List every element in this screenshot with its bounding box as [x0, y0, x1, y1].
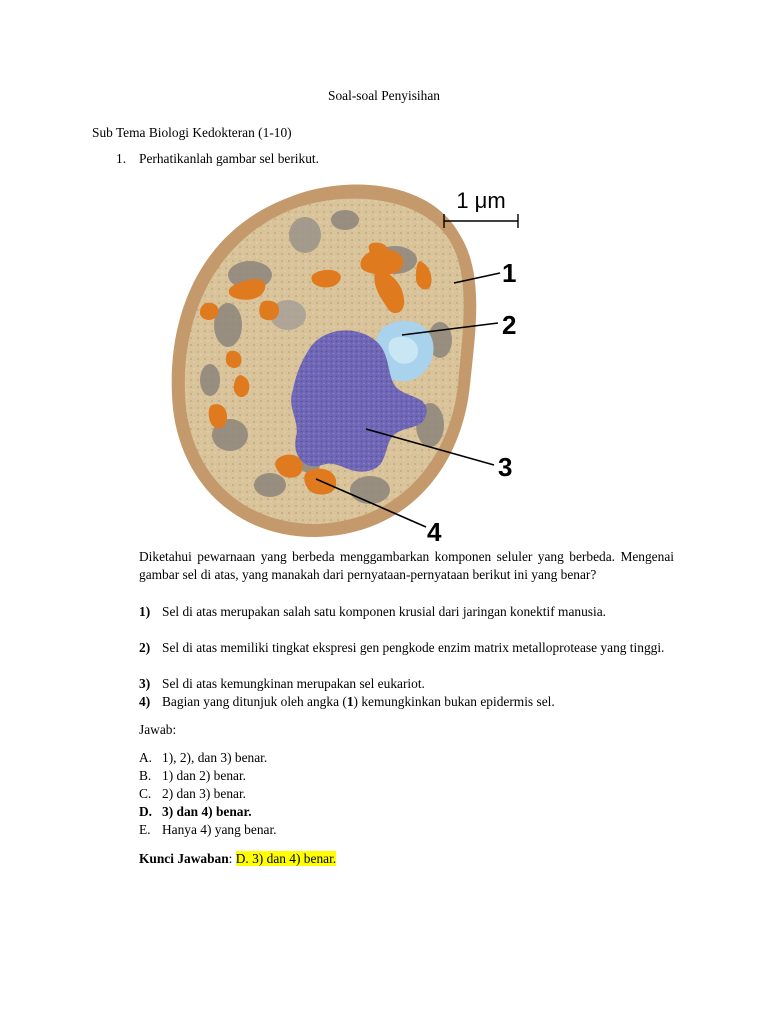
statement-item: [139, 675, 674, 693]
cell-figure: [140, 175, 570, 545]
section-subtitle: Sub Tema Biologi Kedokteran (1-10): [92, 125, 292, 140]
option-text: 2) dan 3) benar.: [162, 786, 247, 801]
option-text: Hanya 4) yang benar.: [162, 822, 277, 837]
statement-text: Sel di atas merupakan salah satu komponen krusial dari jaringan konektif manusia.: [162, 604, 607, 619]
statement-item: [139, 603, 674, 639]
statement-text: Sel di atas memiliki tingkat ekspresi gen pengkode enzim matrix metalloprotease yang tinggi.: [162, 640, 665, 655]
statement-item: [139, 639, 674, 675]
statement-text: Bagian yang ditunjuk oleh angka (1) kemungkinkan bukan epidermis sel.: [162, 694, 555, 709]
answer-key-separator: :: [228, 851, 236, 866]
figure-label-4: 4: [427, 517, 442, 545]
answer-key: [139, 851, 336, 867]
question-number: 1.: [116, 151, 127, 166]
figure-label-1: 1: [502, 258, 517, 288]
figure-label-3: 3: [498, 452, 513, 482]
option-letter: A.: [139, 750, 153, 765]
figure-label-2: 2: [502, 310, 517, 340]
scale-bar: [444, 188, 518, 228]
statement-number: 4): [139, 694, 151, 709]
option-letter: E.: [139, 822, 151, 837]
statement-number: 3): [139, 676, 151, 691]
option-text: 1) dan 2) benar.: [162, 768, 247, 783]
question-prompt: Perhatikanlah gambar sel berikut.: [139, 151, 319, 166]
statement-number: 2): [139, 640, 151, 655]
answer-key-label: Kunci Jawaban: [139, 851, 229, 866]
question-description: Diketahui pewarnaan yang berbeda menggambarkan komponen seluler yang berbeda. Mengenai gambar sel di atas, yang manakah dari pernyataan-pernyataan berikut ini yang benar?: [139, 549, 674, 582]
statement-item: [139, 693, 674, 711]
document-title: Soal-soal Penyisihan: [328, 88, 440, 103]
answer-label: Jawab:: [139, 722, 177, 737]
option-letter: B.: [139, 768, 152, 783]
statement-text: Sel di atas kemungkinan merupakan sel eukariot.: [162, 676, 425, 691]
option-text: 1), 2), dan 3) benar.: [162, 750, 268, 765]
option-letter: C.: [139, 786, 152, 801]
scale-label: 1 μm: [456, 188, 506, 213]
answer-key-value: D. 3) dan 4) benar.: [235, 851, 337, 866]
option-letter: D.: [139, 804, 153, 819]
statement-number: 1): [139, 604, 151, 619]
option-text: 3) dan 4) benar.: [162, 804, 252, 819]
